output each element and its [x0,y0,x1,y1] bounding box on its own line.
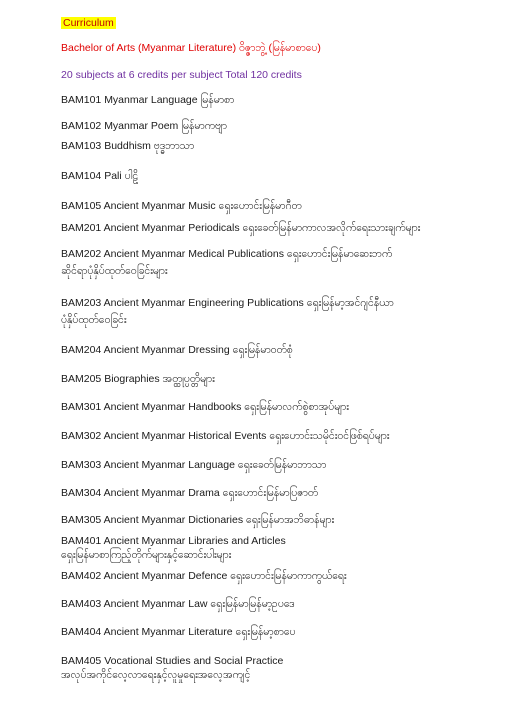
subject-bam302: BAM302 Ancient Myanmar Historical Events ရှေးဟောင်းသမိုင်းဝင်ဖြစ်ရပ်များ [61,430,390,442]
subject-bam202 [61,248,392,278]
subject-bam203-line1: BAM203 Ancient Myanmar Engineering Publications ရှေးမြန်မာ့အင်ဂျင်နီယာ [61,297,394,309]
subject-bam203 [61,297,394,327]
subject-bam203-line2: ပုံနှိပ်ထုတ်ဝေခြင်း [61,314,127,326]
subject-bam404: BAM404 Ancient Myanmar Literature ရှေးမြန်မာ့စာပေ [61,626,296,638]
subject-bam105: BAM105 Ancient Myanmar Music ရှေးဟောင်းမြန်မာဂီတ [61,200,302,212]
subject-bam405 [61,655,283,682]
subject-bam303: BAM303 Ancient Myanmar Language ရှေးခေတ်မြန်မာဘာသာ [61,459,327,471]
subject-bam401-line1: BAM401 Ancient Myanmar Libraries and Articles [61,535,286,547]
curriculum-title [61,17,116,30]
subject-bam201: BAM201 Ancient Myanmar Periodicals ရှေးခေတ်မြန်မာကာလအလိုက်ရေးသားချက်များ [61,222,421,234]
subject-bam204: BAM204 Ancient Myanmar Dressing ရှေးမြန်မာဝတ်စုံ [61,344,293,356]
subject-bam403: BAM403 Ancient Myanmar Law ရှေးမြန်မာမြန်မာ့ဥပဒေ [61,598,295,610]
credits-summary: 20 subjects at 6 credits per subject Total 120 credits [61,69,302,81]
subject-bam405-line2: အလုပ်အကိုင်လေ့လာရေးနှင့်လူမှုရေးအလေ့အကျင့် [61,669,251,681]
subject-bam401-line2: ရှေးမြန်မာစာကြည့်တိုက်များနှင့်ဆောင်းပါးများ [61,549,232,561]
subject-bam304: BAM304 Ancient Myanmar Drama ရှေးဟောင်းမြန်မာပြဇာတ် [61,487,319,499]
curriculum-title-text: Curriculum [63,17,114,29]
subject-bam405-line1: BAM405 Vocational Studies and Social Practice [61,655,284,667]
subject-bam102: BAM102 Myanmar Poem မြန်မာကဗျာ [61,120,227,132]
subject-bam305: BAM305 Ancient Myanmar Dictionaries ရှေးမြန်မာအဘိဓာန်များ [61,514,335,526]
subject-bam205: BAM205 Biographies အတ္ထုပ္ပတ္တိများ [61,373,215,385]
subject-bam103: BAM103 Buddhism ဗုဒ္ဓဘာသာ [61,140,195,152]
subject-bam202-line2: ဆိုင်ရာပုံနှိပ်ထုတ်ဝေခြင်းများ [61,265,168,277]
subject-bam301: BAM301 Ancient Myanmar Handbooks ရှေးမြန်မာလက်စွဲစာအုပ်များ [61,401,349,413]
subject-bam104: BAM104 Pali ပါဠိ [61,170,139,182]
degree-title: Bachelor of Arts (Myanmar Literature) ဝိဇ္ဇာဘွဲ့ (မြန်မာစာပေ) [61,42,321,54]
subject-bam402: BAM402 Ancient Myanmar Defence ရှေးဟောင်းမြန်မာကာကွယ်ရေး [61,570,347,582]
subject-bam401 [61,535,286,562]
subject-bam202-line1: BAM202 Ancient Myanmar Medical Publications ရှေးဟောင်းမြန်မာဆေးဘက် [61,248,393,260]
subject-bam101: BAM101 Myanmar Language မြန်မာစာ [61,94,235,106]
